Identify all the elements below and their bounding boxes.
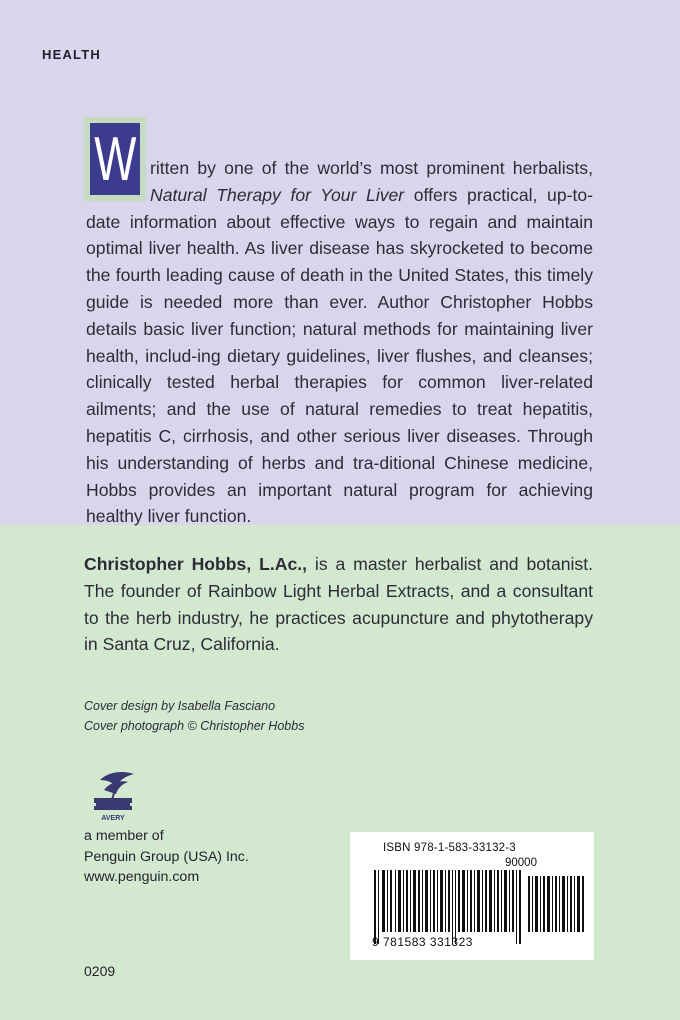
avery-logo-icon [86, 770, 140, 822]
product-code: 0209 [84, 963, 116, 979]
cover-photo-credit: Cover photograph © Christopher Hobbs [84, 719, 305, 733]
publisher-info [84, 826, 249, 888]
isbn-label: ISBN 978-1-583-33132-3 [383, 842, 516, 854]
description-indent-spacer [86, 185, 150, 205]
description-body: offers practical, up-to-date information about effective ways to regain and maintain optimal liver health. As liver disease has skyrocketed to become the fourth leading cause of death in the United States, this timely guide is needed more than ever. Author Christopher Hobbs details basic liver function; natural methods for maintaining liver health, includ-ing dietary guidelines, liver flushes, and cleanses; clinically tested herbal therapies for common liver-related ailments; and the use of natural remedies to treat hepatitis, hepatitis C, cirrhosis, and other serious liver diseases. Through his understanding of herbs and tra-ditional Chinese medicine, Hobbs provides an important natural program for achieving healthy liver function. [86, 184, 593, 527]
barcode-box [350, 832, 594, 960]
publisher-website: www.penguin.com [84, 869, 200, 885]
publisher-line1: a member of [84, 828, 164, 844]
author-bio-text: is a master herbalist and botanist. The founder of Rainbow Light Herbal Extracts, and a consultant to the herb industry, he practices acupuncture and phytotherapy in Santa Cruz, California. [84, 554, 593, 655]
barcode-digits: 9 781583 331323 [372, 935, 473, 949]
cover-design-credit: Cover design by Isabella Fasciano [84, 699, 276, 713]
avery-logo-text: AVERY [101, 815, 125, 822]
dropcap-letter: W [93, 125, 137, 194]
description-first-line: ritten by one of the world’s most prominent herbalists, [150, 158, 593, 178]
book-description [86, 155, 593, 530]
price-code: 90000 [505, 857, 537, 869]
author-name: Christopher Hobbs, L.Ac., [84, 554, 308, 574]
book-title: Natural Therapy for Your Liver [150, 184, 405, 205]
publisher-line2: Penguin Group (USA) Inc. [84, 848, 249, 865]
cover-credits [84, 696, 304, 736]
category-label: HEALTH [42, 47, 101, 62]
author-bio [84, 551, 593, 658]
